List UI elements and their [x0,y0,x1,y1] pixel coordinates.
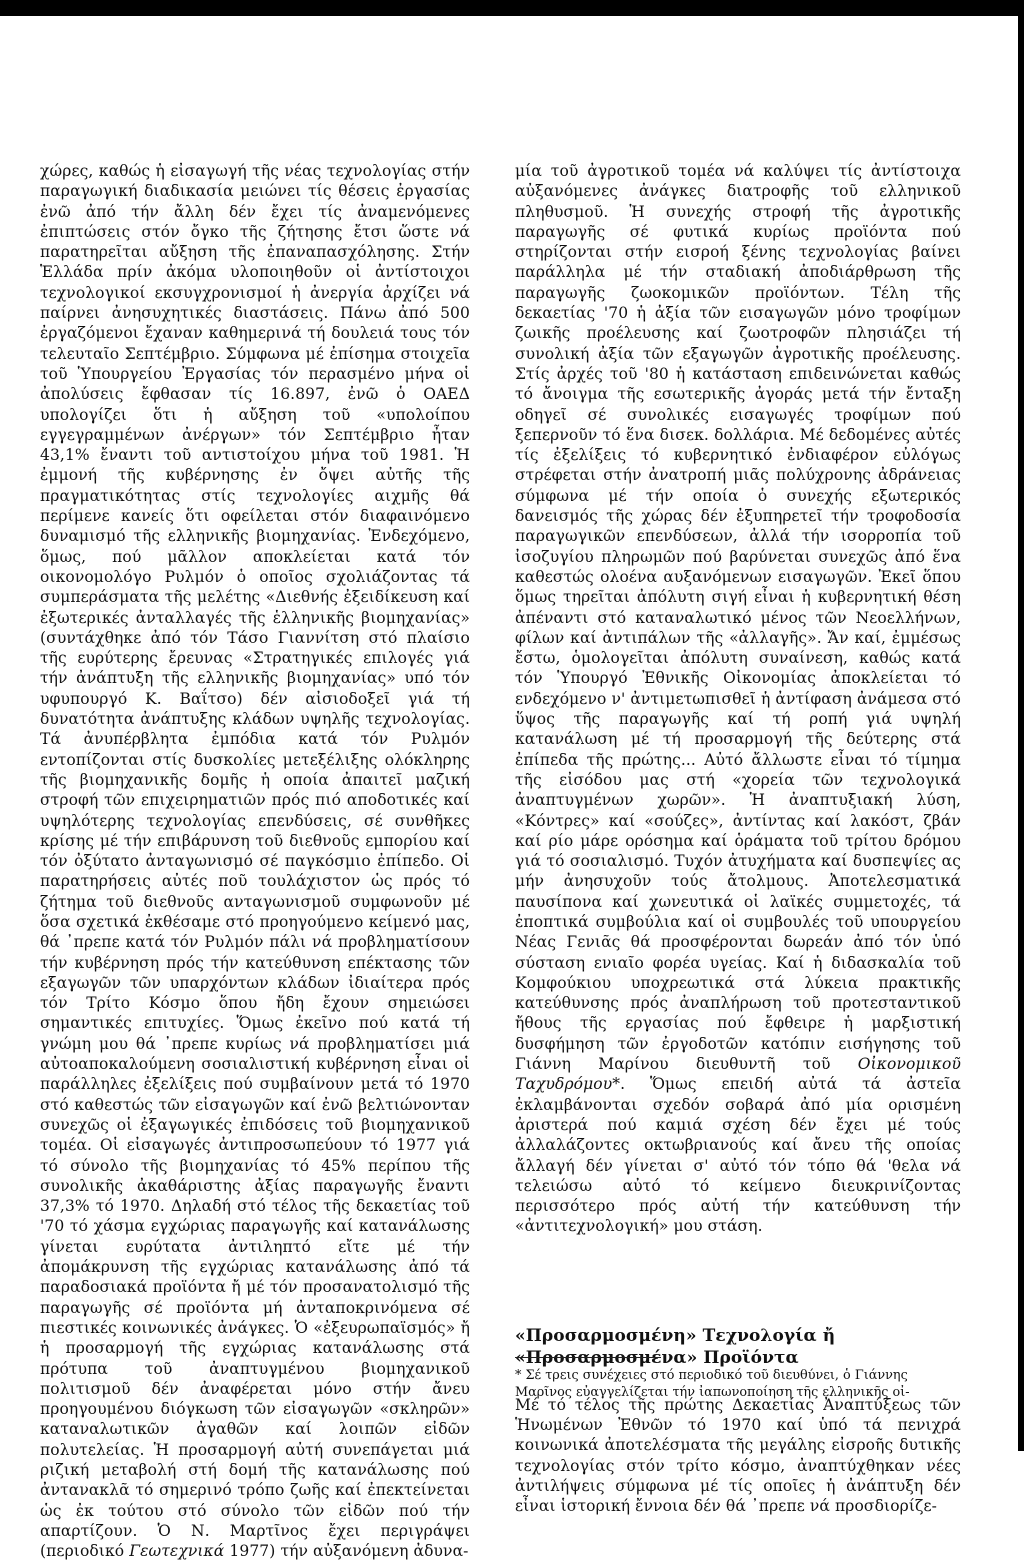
footnote: * Σέ τρεις συνέχειες στό περιοδικό τοῦ διευθύνει, ὁ Γιάννης Μαρῖνος εὐαγγελίζεται τήν ἰαπωνοποίηση τῆς ελληνικῆς οἰ- [515,1368,910,1400]
left-column-text: χώρες, καθώς ἡ εἰσαγωγή τῆς νέας τεχνολογίας στήν παραγωγική διαδικασία μειώνει τίς θέσεις ἐργασίας ἐνῶ ἀπό τήν ἄλλη δέν ἔχει τίς ἀναμενόμενες ἐπιπτώσεις στόν ὄγκο τῆς ζήτησης ἔτσι ὥστε νά παρατηρεῖται αὔξηση τῆς ἐπαναπασχόλησης. Στήν Ἑλλάδα πρίν ἀκόμα υλοποιηθοῦν οἱ ἀντίστοιχοι τεχνολογικοί εκσυγχρονισμοί ἡ ἀνεργία ἀρχίζει νά παίρνει ἀνησυχητικές διαστάσεις. Πάνω ἀπό 500 ἐργαζόμενοι ἔχαναν καθημερινά τή δουλειά τους τόν τελευταῖο Σεπτέμβριο. Σύμφωνα μέ ἐπίσημα στοιχεῖα τοῦ Ὑπουργείου Ἐργασίας τόν περασμένο μήνα οἱ ἀπολύσεις ἔφθασαν τίς 16.897, ἐνῶ ὁ ΟΑΕΔ υπολογίζει ὅτι ἡ αὔξηση τοῦ «υπολοίπου εγγεγραμμένων ἀνέργων» τόν Σεπτέμβριο ἦταν 43,1% ἔναντι τοῦ αντιστοίχου μήνα τοῦ 1981. Ἡ ἐμμονή τῆς κυβέρνησης ἐν ὄψει αὐτῆς τῆς πραγματικότητας στίς τεχνολογίες αιχμῆς θά περίμενε κανείς ὅτι οφείλεται στόν διαφαινόμενο δυναμισμό τῆς ελληνικῆς βιομηχανίας. Ἐνδεχόμενο, ὅμως, πού μᾶλλον αποκλείεται κατά τόν οικονομολόγο Ρυλμόν ὁ οποῖος σχολιάζοντας τά συμπεράσματα τῆς μελέτης «Διεθνής ἐξειδίκευση καί ἐξωτερικές ἀνταλλαγές τῆς ἑλληνικῆς βιομηχανίας» (συντάχθηκε ἀπό τόν Τάσο Γιαννίτση στό πλαίσιο τῆς ευρύτερης ἔρευνας «Στρατηγικές επιλογές γιά τήν ἀνάπτυξη τῆς ελληνικῆς βιομηχανίας» υπό τόν υφυπουργό Κ. Βαΐτσο) δέν αἰσιοδοξεῖ γιά τή δυνατότητα ἀνάπτυξης κλάδων υψηλῆς τεχνολογίας. Τά ἀνυπέρβλητα ἐμπόδια κατά τόν Ρυλμόν εντοπίζονται στίς δυσκολίες μετεξέλιξης ολόκληρης τῆς βιομηχανικῆς δομῆς ἡ οποία ἀπαιτεῖ μαζική στροφή τῶν επιχειρηματιῶν πρός πιό αποδοτικές καί υψηλότερης τεχνολογίας επενδύσεις, σέ συνθῆκες κρίσης μέ τήν επιβάρυνση τοῦ διεθνοῦς εμπορίου καί τόν ὀξύτατο ἀνταγωνισμό σέ παγκόσμιο ἐπίπεδο. Οἱ παρατηρήσεις αὐτές ποῦ τουλάχιστον ὡς πρός τό ζήτημα τοῦ διεθνοῦς ανταγωνισμοῦ συμφωνοῦν μέ ὅσα σχετικά ἐκθέσαμε στό προηγούμενο κείμενό μας, θά ᾽πρεπε κατά τόν Ρυλμόν πάλι νά προβληματίσουν τήν κυβέρνηση πρός τήν κατεύθυνση επέκτασης τῶν εξαγωγῶν τῶν υπαρχόντων κλάδων ἰδιαίτερα πρός τόν Τρίτο Κόσμο ὅπου ἤδη ἔχουν σημειώσει σημαντικές επιτυχίες. Ὅμως ἐκεῖνο πού κατά τή γνώμη μου θά ᾽πρεπε κυρίως νά προβληματίσει μιά αὐτοαποκαλούμενη σοσιαλιστική κυβέρνηση εἶναι οἱ παράλληλες ἐξελίξεις πού συμβαίνουν μετά τό 1970 στό καθεστώς τῶν εἰσαγωγῶν καί ἐνῶ βελτιώνονταν συνεχῶς οἱ ἐξαγωγικές ἐπιδόσεις τοῦ βιομηχανικοῦ τομέα. Οἱ εἰσαγωγές ἀντιπροσωπεύουν τό 1977 γιά τό σύνολο τῆς βιομηχανίας τό 45% περίπου τῆς συνολικῆς ἀκαθάριστης ἀξίας παραγωγῆς ἔναντι 37,3% τό 1970. Δηλαδή στό τέλος τῆς δεκαετίας τοῦ '70 τό χάσμα εγχώριας παραγωγῆς καί κατανάλωσης γίνεται ευρύτατα ἀντιληπτό εἴτε μέ τήν ἀπομάκρυνση τῆς εγχώριας κατανάλωσης ἀπό τά παραδοσιακά προϊόντα ἤ μέ τόν προσανατολισμό τῆς παραγωγῆς σέ προϊόντα μή ἀνταποκρινόμενα σέ πιεστικές κοινωνικές ἀνάγκες. Ὁ «ἐξευρωπαϊσμός» ἤ ἡ προσαρμογή τῆς εγχώριας κατανάλωσης στά πρότυπα τοῦ ἀναπτυγμένου βιομηχανικοῦ πολιτισμοῦ δέν ἀναφέρεται μόνο στήν ἄνευ προηγουμένου διόγκωση τῶν εἰσαγωγῶν «σκληρῶν» καταναλωτικῶν ἀγαθῶν καί λοιπῶν εἰδῶν πολυτελείας. Ἡ προσαρμογή αὐτή συνεπάγεται μιά ριζική μεταβολή στή δομή τῆς κατανάλωσης πού ἀντανακλᾶ τό σημερινό τρόπο ζωῆς καί ἐπεκτείνεται ὡς ἐκ τούτου στό σύνολο τῶν εἰδῶν πού τήν απαρτίζουν. Ὁ Ν. Μαρτῖνος ἔχει περιγράψει (περιοδικό [40,162,470,1561]
scan-border-top [0,0,1024,16]
right-column-text-part2: *. Ὅμως επειδή αὐτά τά ἀστεῖα ἐκλαμβάνονται σχεδόν σοβαρά ἀπό μία ορισμένη ἀριστερά πού καμιά σχέση δέν ἔχει μέ τούς ἀλλαλάζοντες οκτωβριανούς καί ἄνευ τῆς οποίας ἄλλαγή δέν γίνεται σ' αὐτό τόν τόπο θά 'θελα νά τελειώσω αὐτό τό κείμενο διευκρινίζοντας περισσότερο πρός αὐτή τήν κατεύθυνση τήν «ἀντιτεχνολογική» μου στάση. [515,1075,961,1236]
left-column-closing-text: 1977) τήν αὐξανόμενη ἀδυνα- [224,1542,469,1561]
right-column [515,161,961,1517]
right-column-text-part1: μία τοῦ ἀγροτικοῦ τομέα νά καλύψει τίς ἀντίστοιχα αὐξανόμενες ἀνάγκες διατροφῆς τοῦ ελληνικοῦ πληθυσμοῦ. Ἡ συνεχής στροφή τῆς ἀγροτικῆς παραγωγῆς σέ φυτικά κυρίως προϊόντα πού στηρίζονται στήν εισροή ξένης τεχνολογίας βαίνει παράλληλα μέ τήν σταδιακή ἀποδιάρθρωση τῆς παραγωγῆς ζωοκομικῶν προϊόντων. Τέλη τῆς δεκαετίας '70 ἡ ἀξία τῶν εισαγωγῶν μόνο τροφίμων ζωικῆς προέλευσης καί ζωοτροφῶν πλησιάζει τή συνολική ἀξία τῶν εξαγωγῶν ἀγροτικῆς προέλευσης. Στίς ἀρχές τοῦ '80 ἡ κατάσταση επιδεινώνεται καθώς τό ἄνοιγμα τῆς εσωτερικῆς ἀγοράς μετά τήν ἔνταξη οδηγεῖ σέ συνολικές εισαγωγές τροφίμων πού ξεπερνοῦν τό ἕνα δισεκ. δολλάρια. Μέ δεδομένες αὐτές τίς ἐξελίξεις τό κυβερνητικό ἐνδιαφέρον εὐλόγως στρέφεται στήν ἀνατροπή μιᾶς πολύχρονης ἀδράνειας σύμφωνα μέ τήν οποία ὁ συνεχής εξωτερικός δανεισμός τῆς χώρας δέν ἐξυπηρετεῖ τήν τροφοδοσία παραγωγικῶν επενδύσεων, ἀλλά τήν ισορροπία τοῦ ἰσοζυγίου πληρωμῶν πού βαρύνεται συνεχῶς ἀπό ἕνα καθεστώς ολοένα αυξανόμενων εισαγωγῶν. Ἐκεῖ ὅπου ὅμως τηρεῖται ἀπόλυτη σιγή εἶναι ἡ κυβερνητική θέση ἀπέναντι στό καταναλωτικό μένος τῶν Νεοελλήνων, φίλων καί ἀντιπάλων τῆς «ἀλλαγῆς». Ἄν καί, ἐμμέσως ἔστω, ὁμολογεῖται ἀπόλυτη συναίνεση, καθώς κατά τόν Ὑπουργό Ἐθνικῆς Οἰκονομίας ἀποκλείεται τό ενδεχόμενο ν' ἀντιμετωπισθεῖ ἡ ἀντίφαση ἀνάμεσα στό ὕψος τῆς παραγωγῆς καί τή ροπή γιά υψηλή κατανάλωση μέ τή προσαρμογή τῆς δεύτερης στά ἐπίπεδα τῆς πρώτης... Αὐτό ἄλλωστε εἶναι τό τίμημα τῆς εἰσόδου μας στή «χορεία τῶν τεχνολογικά ἀναπτυγμένων χωρῶν». Ἡ ἀναπτυξιακή λύση, «Κόντρες» καί «σούζες», ἀντίντας καί λακόστ, ζβάν καί ρίο μάρε ορόσημα καί ὁράματα τοῦ τρίτου δρόμου γιά τό σοσιαλισμό. Τυχόν ἀτυχήματα καί δυσπεψίες ας μήν ἀνησυχοῦν τούς ἄτολμους. Ἀποτελεσματικά παυσίπονα καί χωνευτικά οἱ λαϊκές συμμετοχές, τά ἐποπτικά συμβούλια καί οἱ συμβουλές τοῦ υπουργείου Νέας Γενιᾶς θά προσφέρονται δωρεάν ἀπό τόν ὑπό σύσταση ενιαῖο φορέα υγείας. Καί ἡ διδασκαλία τοῦ Κομφούκιου υποχρεωτικά στά λύκεια πρακτικῆς κατεύθυνσης πρός ἀναπλήρωση τοῦ προτεσταντικοῦ ἤθους τῆς εργασίας πού ἔφθειρε ἡ μαρξιστική δυσφήμηση τῶν ἐργοδοτῶν κατόπιν εισήγησης τοῦ Γιάννη Μαρίνου διευθυντῆ τοῦ [515,162,961,1074]
left-column-paragraph [40,161,470,1561]
magazine-title: Γεωτεχνικά [129,1542,225,1561]
section-paragraph: Μέ τό τέλος τῆς πρώτης Δεκαετίας Ἀναπτύξεως τῶν Ἡνωμένων Ἐθνῶν τό 1970 καί ὑπό τά πενιχρά κοινωνικά ἀποτελέσματα τῆς μεγάλης εἰσροῆς δυτικῆς τεχνολογίας στόν τρίτο κόσμο, ἀναπτύχθηκαν νέες ἀντιλήψεις σύμφωνα μέ τίς οποῖες ἡ ἀνάπτυξη δέν εἶναι ἱστορική ἔννοια δέν θά ᾽πρεπε νά προσδιορίζε- [515,1395,961,1516]
scan-border-right [1018,0,1024,1451]
left-column [40,161,470,1561]
journal-title: Οἰκονομικοῦ Ταχυδρόμου [515,1055,961,1094]
section-heading: «Προσαρμοσμένη» Τεχνολογία ἤ «Προσαρμοσμένα» Προϊόντα [515,1325,836,1368]
footnote-divider [515,1357,661,1358]
right-column-paragraph [515,161,961,1237]
